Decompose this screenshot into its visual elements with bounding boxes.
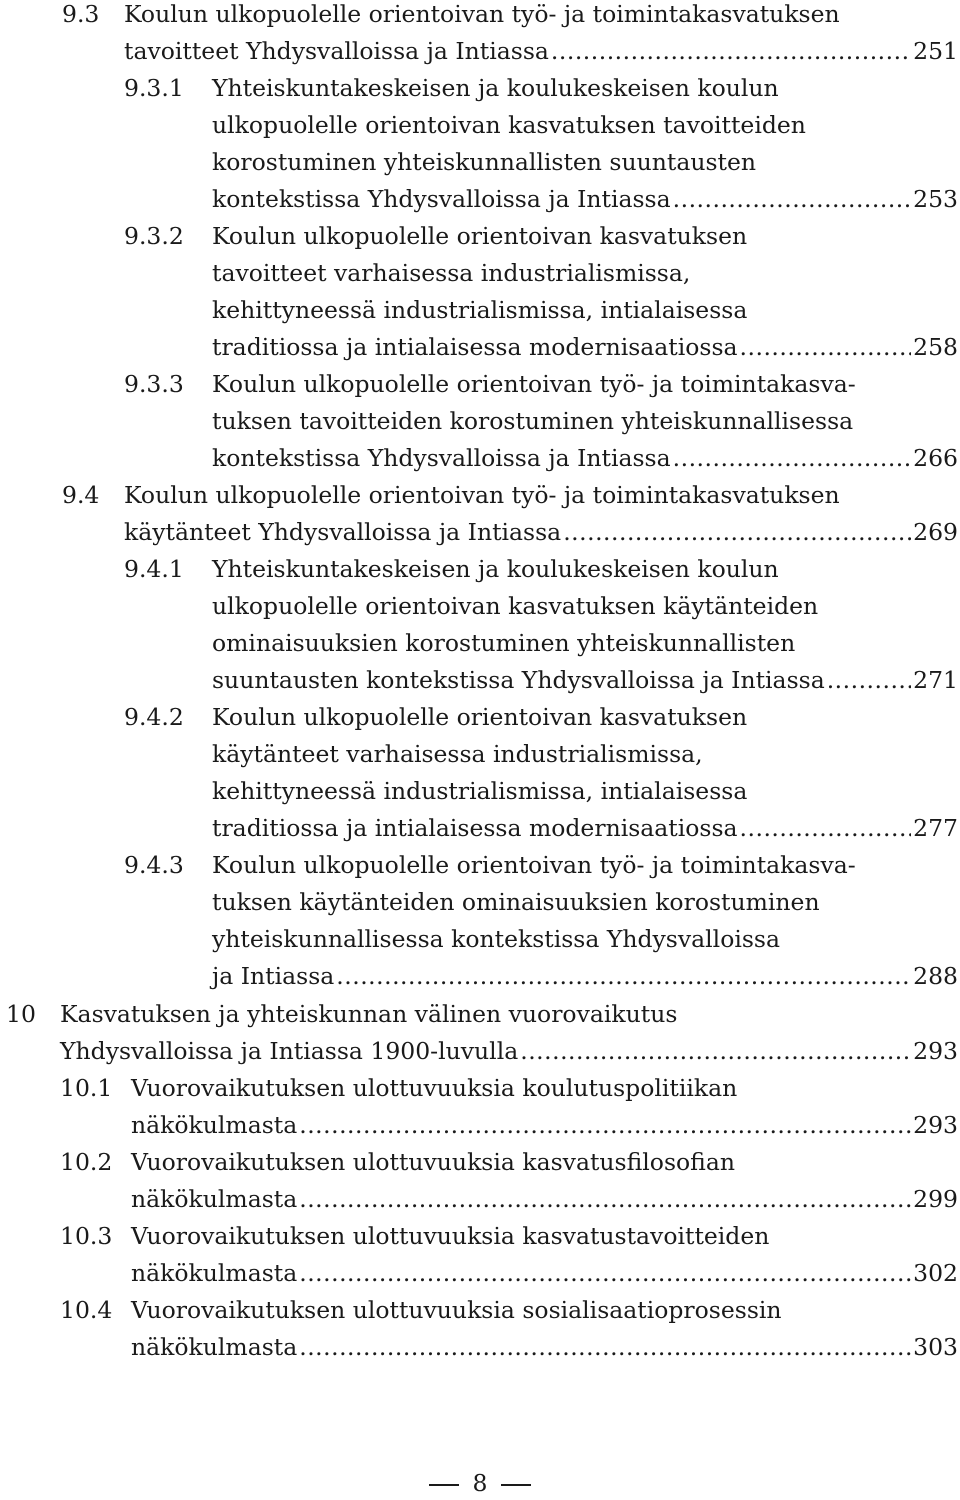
toc-entry-title-line: traditiossa ja intialaisessa modernisaatiossa	[212, 333, 738, 361]
toc-entry-page-number: 251	[913, 37, 958, 65]
toc-entry-title-line: tuksen tavoitteiden korostuminen yhteiskunnallisessa	[212, 407, 854, 435]
toc-entry-title-line: Koulun ulkopuolelle orientoivan työ- ja toimintakasvatuksen	[124, 0, 840, 28]
toc-entry-title-line: Koulun ulkopuolelle orientoivan työ- ja toimintakasva-	[212, 851, 856, 879]
toc-entry-page-number: 258	[913, 333, 958, 361]
folio-dash-right	[501, 1484, 531, 1486]
toc-entry-page-number: 253	[913, 185, 958, 213]
dot-leader	[299, 1329, 911, 1366]
toc-entry-title-line: näkökulmasta	[131, 1259, 298, 1287]
toc-entry-title-line: Koulun ulkopuolelle orientoivan kasvatuksen	[212, 703, 748, 731]
toc-entry-title-line: Koulun ulkopuolelle orientoivan kasvatuksen	[212, 222, 748, 250]
toc-entry-number: 10.3	[60, 1222, 113, 1250]
toc-entry-title-line: Vuorovaikutuksen ulottuvuuksia kasvatusfilosofian	[131, 1148, 735, 1176]
toc-entry-title-line: kontekstissa Yhdysvalloissa ja Intiassa	[212, 444, 671, 472]
toc-entry-title-line: kontekstissa Yhdysvalloissa ja Intiassa	[212, 185, 671, 213]
toc-entry-title-line: Vuorovaikutuksen ulottuvuuksia koulutuspolitiikan	[131, 1074, 738, 1102]
dot-leader	[299, 1255, 911, 1292]
toc-entry-page-number: 293	[913, 1111, 958, 1139]
toc-entry-number: 10	[6, 1000, 36, 1028]
toc-entry-page-number: 303	[913, 1333, 958, 1361]
toc-entry-title-line: ja Intiassa	[212, 962, 335, 990]
toc-entry-number: 9.3.2	[124, 222, 184, 250]
toc-entry-title-line: Yhteiskuntakeskeisen ja koulukeskeisen koulun	[212, 555, 779, 583]
dot-leader	[740, 329, 912, 366]
toc-entry-number: 10.4	[60, 1296, 113, 1324]
toc-entry-page-number: 277	[913, 814, 958, 842]
toc-entry-title-line: Vuorovaikutuksen ulottuvuuksia kasvatustavoitteiden	[131, 1222, 770, 1250]
toc-entry-title-line: tavoitteet varhaisessa industrialismissa,	[212, 259, 691, 287]
toc-entry-title-line: korostuminen yhteiskunnallisten suuntausten	[212, 148, 757, 176]
dot-leader	[551, 33, 911, 70]
dot-leader	[299, 1181, 911, 1218]
toc-entry-title-line: ulkopuolelle orientoivan kasvatuksen käytänteiden	[212, 592, 819, 620]
toc-entry-number: 9.3.3	[124, 370, 184, 398]
dot-leader	[827, 662, 911, 699]
toc-entry-title-line: tuksen käytänteiden ominaisuuksien korostuminen	[212, 888, 820, 916]
toc-entry-title-line: näkökulmasta	[131, 1333, 298, 1361]
dot-leader	[740, 810, 912, 847]
toc-entry-number: 10.2	[60, 1148, 113, 1176]
dot-leader	[336, 958, 911, 995]
toc-entry-page-number: 266	[913, 444, 958, 472]
dot-leader	[563, 514, 911, 551]
toc-entry-title-line: näkökulmasta	[131, 1185, 298, 1213]
toc-entry-number: 10.1	[60, 1074, 113, 1102]
toc-entry-title-line: Kasvatuksen ja yhteiskunnan välinen vuorovaikutus	[60, 1000, 678, 1028]
dot-leader	[520, 1033, 911, 1070]
toc-entry-title-line: tavoitteet Yhdysvalloissa ja Intiassa	[124, 37, 549, 65]
dot-leader	[299, 1107, 911, 1144]
toc-entry-page-number: 302	[913, 1259, 958, 1287]
toc-entry-number: 9.3.1	[124, 74, 184, 102]
toc-entry-title-line: suuntausten kontekstissa Yhdysvalloissa ja Intiassa	[212, 666, 825, 694]
toc-entry-number: 9.4.3	[124, 851, 184, 879]
toc-entry-title-line: Koulun ulkopuolelle orientoivan työ- ja toimintakasva-	[212, 370, 856, 398]
toc-entry-title-line: kehittyneessä industrialismissa, intialaisessa	[212, 777, 748, 805]
toc-entry-title-line: traditiossa ja intialaisessa modernisaatiossa	[212, 814, 738, 842]
dot-leader	[673, 181, 912, 218]
dot-leader	[673, 440, 912, 477]
toc-entry-title-line: käytänteet varhaisessa industrialismissa,	[212, 740, 703, 768]
toc-entry-title-line: ulkopuolelle orientoivan kasvatuksen tavoitteiden	[212, 111, 806, 139]
toc-entry-title-line: Vuorovaikutuksen ulottuvuuksia sosialisaatioprosessin	[131, 1296, 782, 1324]
toc-entry-number: 9.4.1	[124, 555, 184, 583]
folio-number: 8	[472, 1469, 488, 1497]
toc-entry-title-line: Yhdysvalloissa ja Intiassa 1900-luvulla	[60, 1037, 519, 1065]
toc-entry-number: 9.3	[62, 0, 100, 28]
toc-entry-page-number: 299	[913, 1185, 958, 1213]
folio-dash-left	[429, 1484, 459, 1486]
toc-entry-page-number: 293	[913, 1037, 958, 1065]
toc-entry-title-line: yhteiskunnallisessa kontekstissa Yhdysvalloissa	[212, 925, 780, 953]
toc-entry-number: 9.4	[62, 481, 100, 509]
toc-entry-title-line: Yhteiskuntakeskeisen ja koulukeskeisen koulun	[212, 74, 779, 102]
toc-entry-page-number: 271	[913, 666, 958, 694]
toc-entry-page-number: 269	[913, 518, 958, 546]
toc-entry-page-number: 288	[913, 962, 958, 990]
toc-entry-title-line: ominaisuuksien korostuminen yhteiskunnallisten	[212, 629, 796, 657]
toc-entry-title-line: kehittyneessä industrialismissa, intialaisessa	[212, 296, 748, 324]
toc-entry-title-line: Koulun ulkopuolelle orientoivan työ- ja toimintakasvatuksen	[124, 481, 840, 509]
toc-entry-number: 9.4.2	[124, 703, 184, 731]
toc-entry-title-line: näkökulmasta	[131, 1111, 298, 1139]
toc-entry-title-line: käytänteet Yhdysvalloissa ja Intiassa	[124, 518, 562, 546]
page-number-footer	[0, 1466, 960, 1500]
